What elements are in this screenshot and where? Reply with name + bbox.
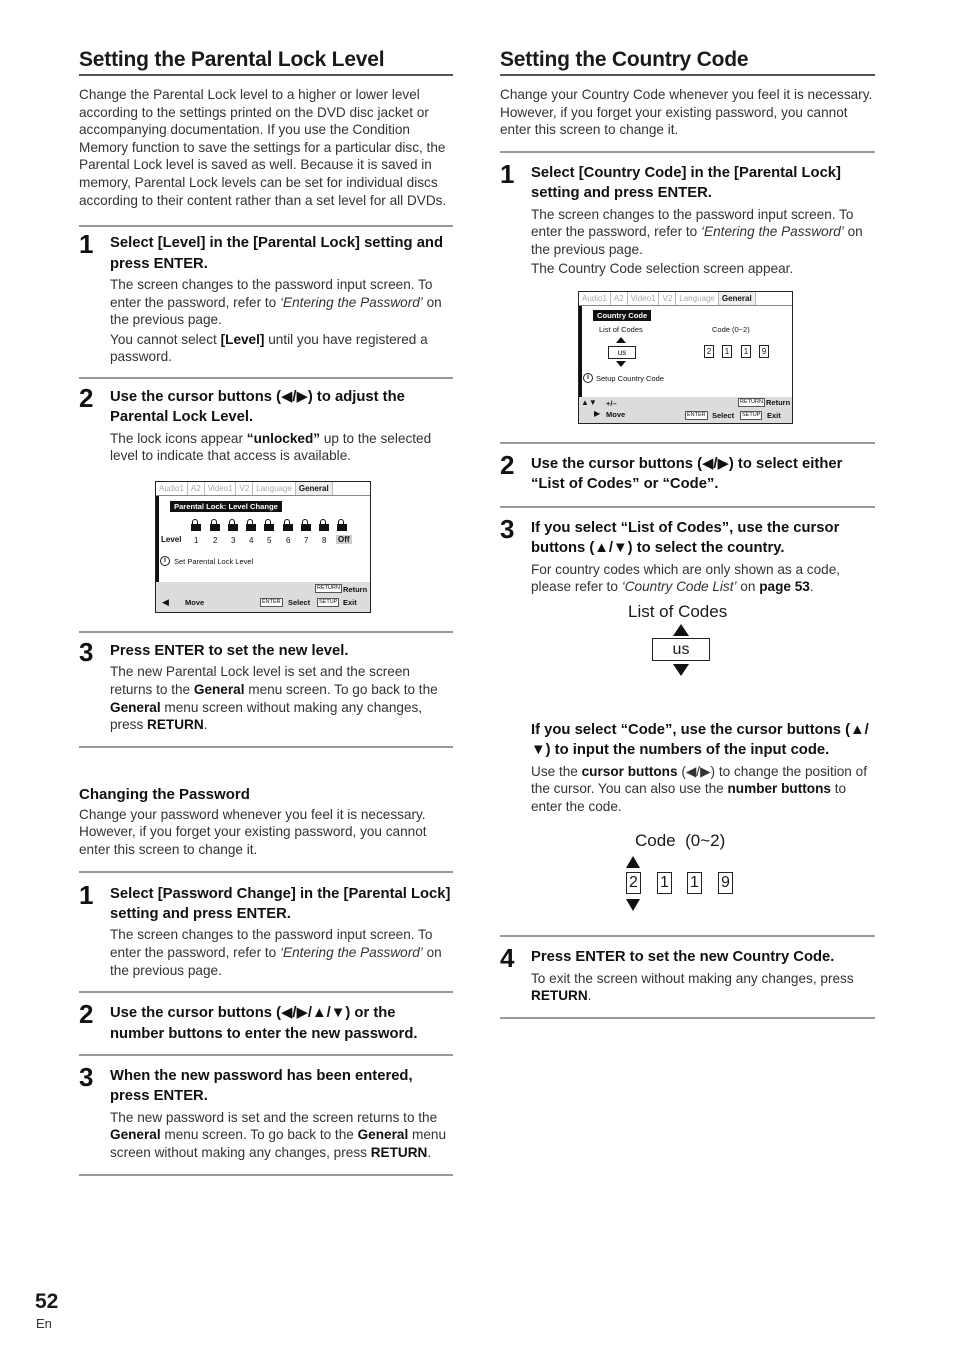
arrow-down-icon (626, 899, 640, 911)
code-digit-3: 1 (741, 345, 751, 358)
enter-key: ENTER (687, 411, 706, 418)
tab-video1: Video1 (628, 292, 660, 305)
page-language: En (36, 1316, 52, 1331)
level-4: 4 (249, 535, 254, 545)
exit-label: Exit (343, 597, 357, 607)
code-label: Code (0~2) (712, 324, 750, 334)
arrow-left-icon: ◀ (162, 596, 169, 607)
step-title: Select [Password Change] in the [Parental Lock] setting and press ENTER. (110, 885, 451, 922)
lock-icon (191, 524, 201, 531)
subsection-title-password: Changing the Password (79, 785, 250, 803)
move-label: Move (606, 409, 626, 419)
osd-title: Country Code (593, 310, 651, 321)
tab-general: General (296, 482, 333, 495)
arrow-up-icon (673, 624, 689, 636)
left-column (79, 48, 453, 1176)
level-2: 2 (213, 535, 218, 545)
arrow-up-icon (616, 337, 626, 343)
tab-audio1: Audio1 (579, 292, 611, 305)
country-step-4 (500, 943, 875, 1005)
code-digit-4: 9 (718, 872, 733, 894)
step-body: The new Parental Lock level is set and the screen returns to the General menu screen. To go back to the General menu screen without making any changes, press RETURN. (110, 664, 438, 733)
step-title: Press ENTER to set the new Country Code. (531, 949, 835, 966)
step-title: Press ENTER to set the new level. (110, 642, 349, 659)
osd-tabs (156, 482, 370, 496)
osd-footer (156, 582, 370, 612)
step-title: Use the cursor buttons (◀/▶) to select either “List of Codes” or “Code”. (531, 455, 843, 493)
step-number: 3 (79, 1061, 94, 1092)
exit-label: Exit (767, 410, 781, 420)
osd-footer (579, 397, 792, 423)
arrow-up-icon (626, 856, 640, 868)
code-digit-4: 9 (759, 345, 769, 358)
arrow-down-icon (673, 664, 689, 676)
password-intro-text: Change your password whenever you feel it is necessary. However, if you forget your existing password, you cannot enter this screen to change it. (79, 806, 427, 857)
page-number: 52 (35, 1290, 59, 1313)
arrow-up-down-icon: ▲▼ (581, 397, 597, 407)
lock-icon (228, 524, 238, 531)
tab-a2: A2 (611, 292, 628, 305)
step-number: 4 (500, 943, 515, 974)
setup-key: SETUP (742, 411, 761, 418)
parental-lock-osd-screen (155, 481, 371, 613)
step-1 (79, 229, 453, 366)
intro-text: Change the Parental Lock level to a higher or lower level according to the settings printed on the DVD disc jacket or accompanying documentation. If you use the Condition Memory function to save the settings for a particular disc, the Parental Lock level is saved as well. Because it is saved in memory, Parental Lock levels can be set for individual discs according to their content rather than a set level for all DVDs. (79, 87, 447, 208)
lock-icon (319, 524, 329, 531)
level-7: 7 (304, 535, 309, 545)
step-title: If you select “List of Codes”, use the cursor buttons (▲/▼) to select the country. (531, 519, 840, 557)
tab-v2: V2 (236, 482, 253, 495)
step-title: Use the cursor buttons (◀/▶/▲/▼) or the number buttons to enter the new password. (110, 1005, 418, 1042)
step-body: The screen changes to the password input screen. To enter the password, refer to ‘Entering the Password’ on the previous page. (110, 276, 442, 328)
level-5: 5 (267, 535, 272, 545)
step-title: Select [Level] in the [Parental Lock] setting and press ENTER. (110, 235, 444, 272)
step-number: 1 (79, 879, 94, 910)
country-list-value: us (652, 638, 710, 661)
country-code-osd-screen (578, 291, 793, 424)
level-off: Off (338, 534, 350, 544)
tab-a2: A2 (188, 482, 205, 495)
step-number: 2 (500, 449, 515, 480)
info-icon: i (583, 373, 593, 383)
step-number: 2 (79, 382, 94, 413)
country-step-3 (500, 513, 875, 924)
osd-info-text: Setup Country Code (596, 373, 664, 383)
arrow-down-icon (616, 361, 626, 367)
code-digit-2: 1 (657, 872, 672, 894)
step-body-note: You cannot select [Level] until you have registered a password. (110, 331, 428, 365)
return-key: RETURN (317, 584, 340, 591)
password-step-1 (79, 879, 453, 980)
select-label: Select (712, 410, 735, 420)
section-title-parental-lock: Setting the Parental Lock Level (79, 48, 453, 76)
setup-key: SETUP (319, 598, 338, 605)
tab-general: General (719, 292, 756, 305)
password-step-2 (79, 999, 453, 1044)
code-digit-3: 1 (687, 872, 702, 894)
tab-v2: V2 (659, 292, 676, 305)
tab-language: Language (676, 292, 719, 305)
code-digit-1: 2 (626, 872, 641, 894)
enter-key: ENTER (262, 598, 281, 605)
osd-tabs (579, 292, 792, 306)
country-step-1 (500, 158, 875, 424)
step-title: Use the cursor buttons (◀/▶) to adjust the Parental Lock Level. (110, 388, 405, 426)
right-column (500, 48, 875, 1019)
plus-minus-label: +/– (606, 398, 617, 408)
osd-title: Parental Lock: Level Change (170, 501, 282, 512)
step-number: 3 (79, 636, 94, 667)
return-key: RETURN (740, 398, 763, 405)
level-1: 1 (194, 535, 199, 545)
step-3 (79, 636, 453, 734)
step-body: The lock icons appear “unlocked” up to the selected level to indicate that access is available. (110, 430, 432, 464)
password-step-3 (79, 1061, 453, 1162)
step-number: 1 (500, 158, 515, 189)
step-body: For country codes which are only shown as a code, please refer to ‘Country Code List’ on page 53. (531, 561, 841, 595)
list-of-codes-label: List of Codes (599, 324, 643, 334)
step-body: The screen changes to the password input screen. To enter the password, refer to ‘Entering the Password’ on the previous page. (110, 927, 442, 978)
return-label: Return (766, 397, 791, 407)
info-icon: i (160, 556, 170, 566)
step-title: Select [Country Code] in the [Parental Lock] setting and press ENTER. (531, 164, 841, 202)
code-figure (531, 831, 875, 923)
step-2 (79, 382, 453, 613)
list-of-codes-label: List of Codes (628, 601, 728, 621)
select-label: Select (288, 597, 311, 607)
step-body: To exit the screen without making any changes, press RETURN. (531, 970, 854, 1004)
code-digit-2: 1 (722, 345, 732, 358)
osd-info-text: Set Parental Lock Level (174, 556, 254, 566)
level-8: 8 (322, 535, 327, 545)
step-number: 2 (79, 999, 94, 1030)
country-step-2 (500, 449, 875, 495)
list-of-codes-figure (531, 602, 875, 694)
tab-audio1: Audio1 (156, 482, 188, 495)
lock-icon (337, 524, 347, 531)
level-3: 3 (231, 535, 236, 545)
step-title: When the new password has been entered, press ENTER. (110, 1067, 413, 1105)
step-body: The new password is set and the screen returns to the General menu screen. To go back to the General menu screen without making any changes, press RETURN. (110, 1109, 447, 1160)
step-body: The screen changes to the password input screen. To enter the password, refer to ‘Entering the Password’ on the previous page. (531, 206, 863, 257)
lock-icon (210, 524, 220, 531)
step-body-note: The Country Code selection screen appear. (531, 261, 794, 277)
intro-text: Change your Country Code whenever you feel it is necessary. However, if you forget your existing password, you cannot enter this screen to change it. (500, 87, 873, 138)
lock-icon (246, 524, 256, 531)
section-title-country-code: Setting the Country Code (500, 48, 875, 76)
level-6: 6 (286, 535, 291, 545)
lock-icon (301, 524, 311, 531)
tab-language: Language (253, 482, 296, 495)
tab-video1: Video1 (205, 482, 237, 495)
return-label: Return (343, 584, 368, 594)
lock-icon (283, 524, 293, 531)
code-label: Code (0~2) (635, 831, 726, 851)
country-list-value: us (608, 346, 636, 359)
step-number: 1 (79, 229, 94, 260)
lock-icon (264, 524, 274, 531)
arrow-right-icon: ▶ (594, 408, 601, 418)
code-subtitle: If you select “Code”, use the cursor buttons (▲/▼) to input the numbers of the input code. (531, 721, 869, 759)
code-digit-1: 2 (704, 345, 714, 358)
level-label: Level (161, 534, 182, 544)
step-number: 3 (500, 513, 515, 544)
code-body: Use the cursor buttons (◀/▶) to change the position of the cursor. You can also use the number buttons to enter the code. (531, 763, 867, 814)
move-label: Move (185, 597, 205, 607)
